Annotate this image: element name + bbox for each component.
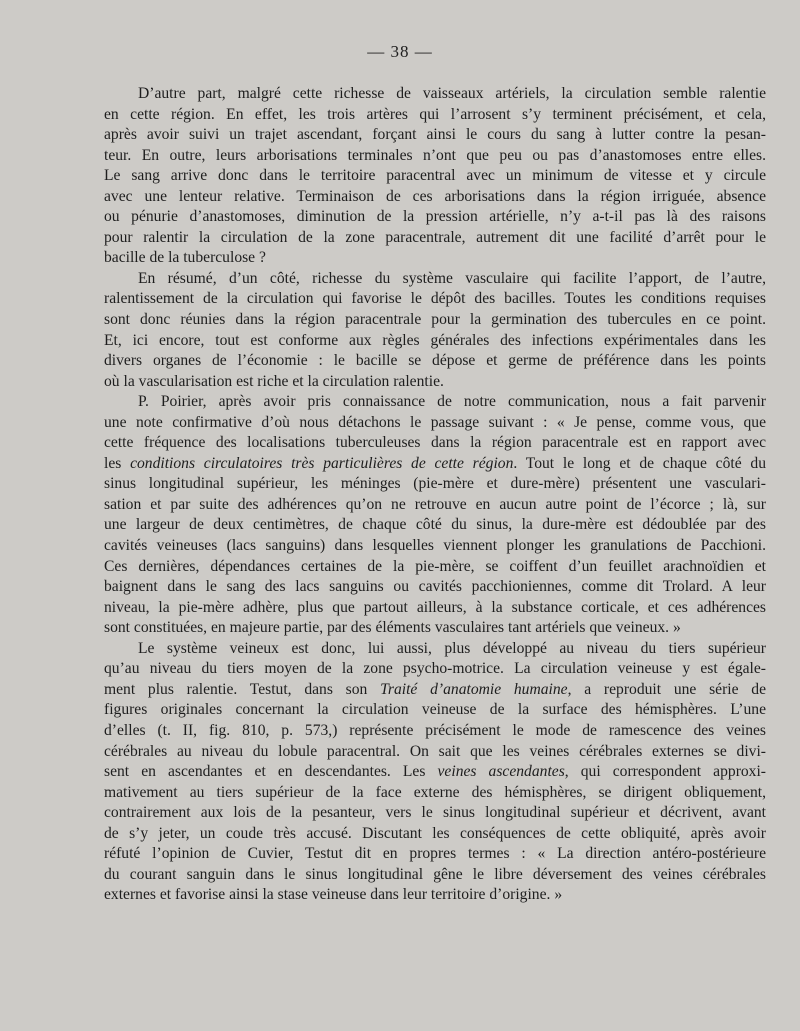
text-line: figures originales concernant la circulation veineuse de la surface des hémisphères. L’une	[104, 701, 766, 719]
text-line: cavités veineuses (lacs sanguins) dans lesquelles viennent plonger les granulations de Pacchioni.	[104, 537, 766, 555]
italic-title: conditions circulatoires très particulières de cette région	[130, 454, 514, 472]
text-line: ralentissement de la circulation qui favorise le dépôt des bacilles. Toutes les conditions requises	[104, 290, 766, 308]
text-line: teur. En outre, leurs arborisations terminales n’ont que peu ou pas d’anastomoses entre elles.	[104, 146, 766, 164]
text-line	[104, 762, 766, 783]
text-line: du courant sanguin dans le sinus longitudinal gêne le libre déversement des veines cérébrales	[104, 865, 766, 883]
text-line: En résumé, d’un côté, richesse du système vasculaire qui facilite l’apport, de l’autre,	[138, 269, 766, 287]
page-number: — 38 —	[367, 42, 433, 61]
italic-title: veines ascendantes	[437, 763, 565, 781]
text-line: P. Poirier, après avoir pris connaissance de notre communication, nous a fait parvenir	[138, 393, 766, 411]
text-segment: les	[104, 454, 131, 472]
text-line: Ces dernières, dépendances certaines de la pie-mère, se coiffent d’un feuillet arachnoïdien et	[104, 557, 766, 575]
text-segment: ment plus ralentie. Testut, dans son	[104, 680, 381, 698]
text-line: de s’y jeter, un coude très accusé. Discutant les conséquences de cette obliquité, après avoir	[104, 824, 766, 842]
text-line: sont donc réunies dans la région paracentrale pour la germination des tubercules en ce point.	[104, 311, 766, 329]
text-line: externes et favorise ainsi la stase veineuse dans leur territoire d’origine. »	[104, 886, 563, 904]
text-line: après avoir suivi un trajet ascendant, forçant ainsi le cours du sang à lutter contre la pesan-	[104, 126, 766, 144]
text-line: ou pénurie d’anastomoses, diminution de la pression artérielle, n’y a-t-il pas là des raisons	[104, 208, 766, 226]
text-line: une largeur de deux centimètres, de chaque côté du sinus, la dure-mère est dédoublée par des	[104, 516, 766, 534]
text-line: Et, ici encore, tout est conforme aux règles générales des infections expérimentales dans les	[104, 331, 766, 349]
text-line: d’elles (t. II, fig. 810, p. 573,) représente précisément le mode de ramescence des veines	[104, 721, 766, 739]
text-line	[104, 454, 766, 475]
text-segment: sent en ascendantes et en descendantes. Les	[104, 763, 438, 781]
text-line: bacille de la tuberculose ?	[104, 249, 266, 267]
text-line: sation et par suite des adhérences qu’on ne retrouve en aucun autre point de l’écorce ; là, sur	[104, 495, 766, 513]
text-line: baignent dans le sang des lacs sanguins ou cavités pacchioniennes, comme dit Trolard. A leur	[104, 578, 766, 596]
text-line: divers organes de l’économie : le bacille se dépose et germe de préférence dans les points	[104, 352, 766, 370]
text-line: sont constituées, en majeure partie, par des éléments vasculaires tant artériels que veineux. »	[104, 619, 681, 637]
text-segment: . Tout le long et de chaque côté du	[513, 454, 766, 472]
italic-title: Traité d’anatomie humaine	[380, 680, 568, 698]
text-line: Le système veineux est donc, lui aussi, plus développé au niveau du tiers supérieur	[138, 639, 766, 657]
text-line: une note confirmative d’où nous détachons le passage suivant : « Je pense, comme vous, que	[104, 413, 766, 431]
text-line: où la vascularisation est riche et la circulation ralentie.	[104, 372, 444, 390]
text-line: pour ralentir la circulation de la zone paracentrale, autrement dit une facilité d’arrêt pour le	[104, 228, 766, 246]
text-segment: , qui correspondent approxi-	[564, 763, 766, 781]
text-line: en cette région. En effet, les trois artères qui l’arrosent s’y terminent précisément, et cela,	[104, 105, 766, 123]
text-segment: , a reproduit une série de	[567, 680, 766, 698]
text-line: cérébrales au niveau du lobule paracentral. On sait que les veines cérébrales externes se divi-	[104, 742, 766, 760]
text-line: avec une lenteur relative. Terminaison de ces arborisations dans la région irriguée, absence	[104, 187, 766, 205]
text-line: mativement au tiers supérieur de la face externe des hémisphères, se dirigent obliquement,	[104, 783, 766, 801]
text-line: Le sang arrive donc dans le territoire paracentral avec un minimum de vitesse et y circule	[104, 167, 766, 185]
text-line	[104, 680, 766, 701]
body-text	[104, 84, 766, 906]
text-line: cette fréquence des localisations tuberculeuses dans la région paracentrale est en rapport avec	[104, 434, 766, 452]
text-line: réfuté l’opinion de Cuvier, Testut dit en propres termes : « La direction antéro-postérieure	[104, 845, 766, 863]
text-line: sinus longitudinal supérieur, les méninges (pie-mère et dure-mère) présentent une vasculari-	[104, 475, 766, 493]
text-line: niveau, la pie-mère adhère, plus que partout ailleurs, à la substance corticale, et ces adhérences	[104, 598, 766, 616]
text-line: qu’au niveau du tiers moyen de la zone psycho-motrice. La circulation veineuse y est égale-	[104, 660, 766, 678]
text-line: D’autre part, malgré cette richesse de vaisseaux artériels, la circulation semble ralentie	[138, 85, 766, 102]
text-line: contrairement aux lois de la pesanteur, vers le sinus longitudinal supérieur et décrivent, avant	[104, 804, 766, 822]
